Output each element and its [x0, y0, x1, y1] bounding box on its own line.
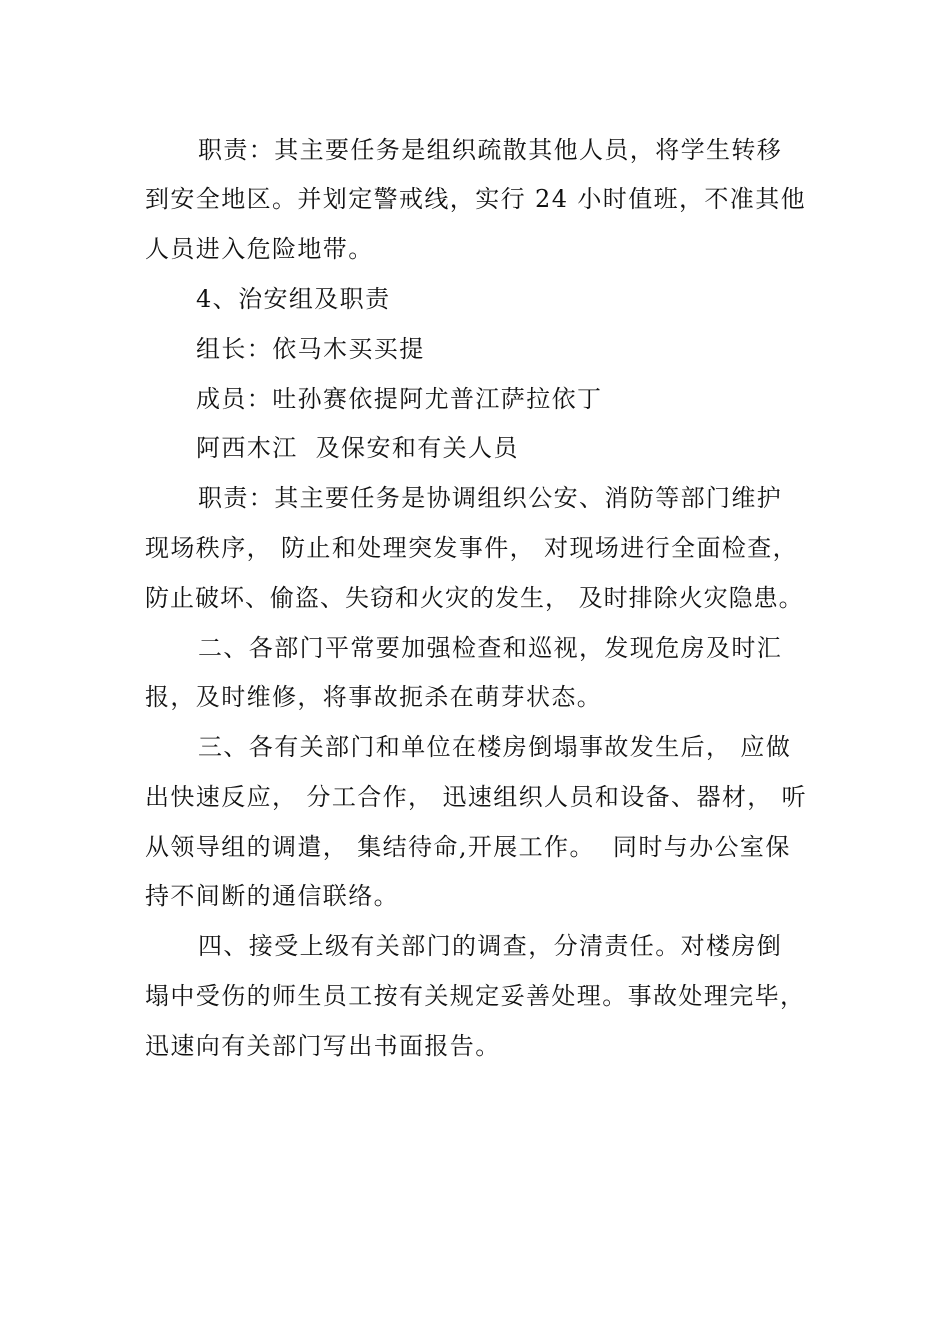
text-line: 成员：吐孙赛依提阿尤普江萨拉依丁	[196, 385, 603, 413]
text-line: 二、各部门平常要加强检查和巡视，发现危房及时汇	[198, 634, 783, 662]
text-line: 迅速向有关部门写出书面报告。	[145, 1032, 501, 1060]
section-heading: 4、治安组及职责	[196, 285, 391, 313]
text-line: 四、接受上级有关部门的调查，分清责任。对楼房倒	[198, 932, 783, 960]
text-line: 防止破坏、偷盗、失窃和火灾的发生， 及时排除火灾隐患。	[145, 584, 804, 612]
text-line: 出快速反应， 分工合作， 迅速组织人员和设备、器材， 听	[145, 783, 808, 811]
text-line: 塌中受伤的师生员工按有关规定妥善处理。事故处理完毕，	[145, 982, 806, 1010]
text-line: 职责：其主要任务是组织疏散其他人员，将学生转移	[198, 136, 783, 164]
text-line: 报，及时维修，将事故扼杀在萌芽状态。	[145, 683, 603, 711]
text-line: 到安全地区。并划定警戒线，实行 24 小时值班，不准其他	[145, 185, 806, 213]
text-line: 职责：其主要任务是协调组织公安、消防等部门维护	[198, 484, 783, 512]
text-line: 三、各有关部门和单位在楼房倒塌事故发生后， 应做	[198, 733, 792, 761]
text-line: 组长：依马木买买提	[196, 335, 425, 363]
text-line: 阿西木江 及保安和有关人员	[196, 434, 519, 462]
text-line: 人员进入危险地带。	[145, 235, 374, 263]
text-line: 从领导组的调遣， 集结待命,开展工作。 同时与办公室保	[145, 833, 791, 861]
text-line: 持不间断的通信联络。	[145, 882, 399, 910]
text-line: 现场秩序， 防止和处理突发事件， 对现场进行全面检查，	[145, 534, 799, 562]
